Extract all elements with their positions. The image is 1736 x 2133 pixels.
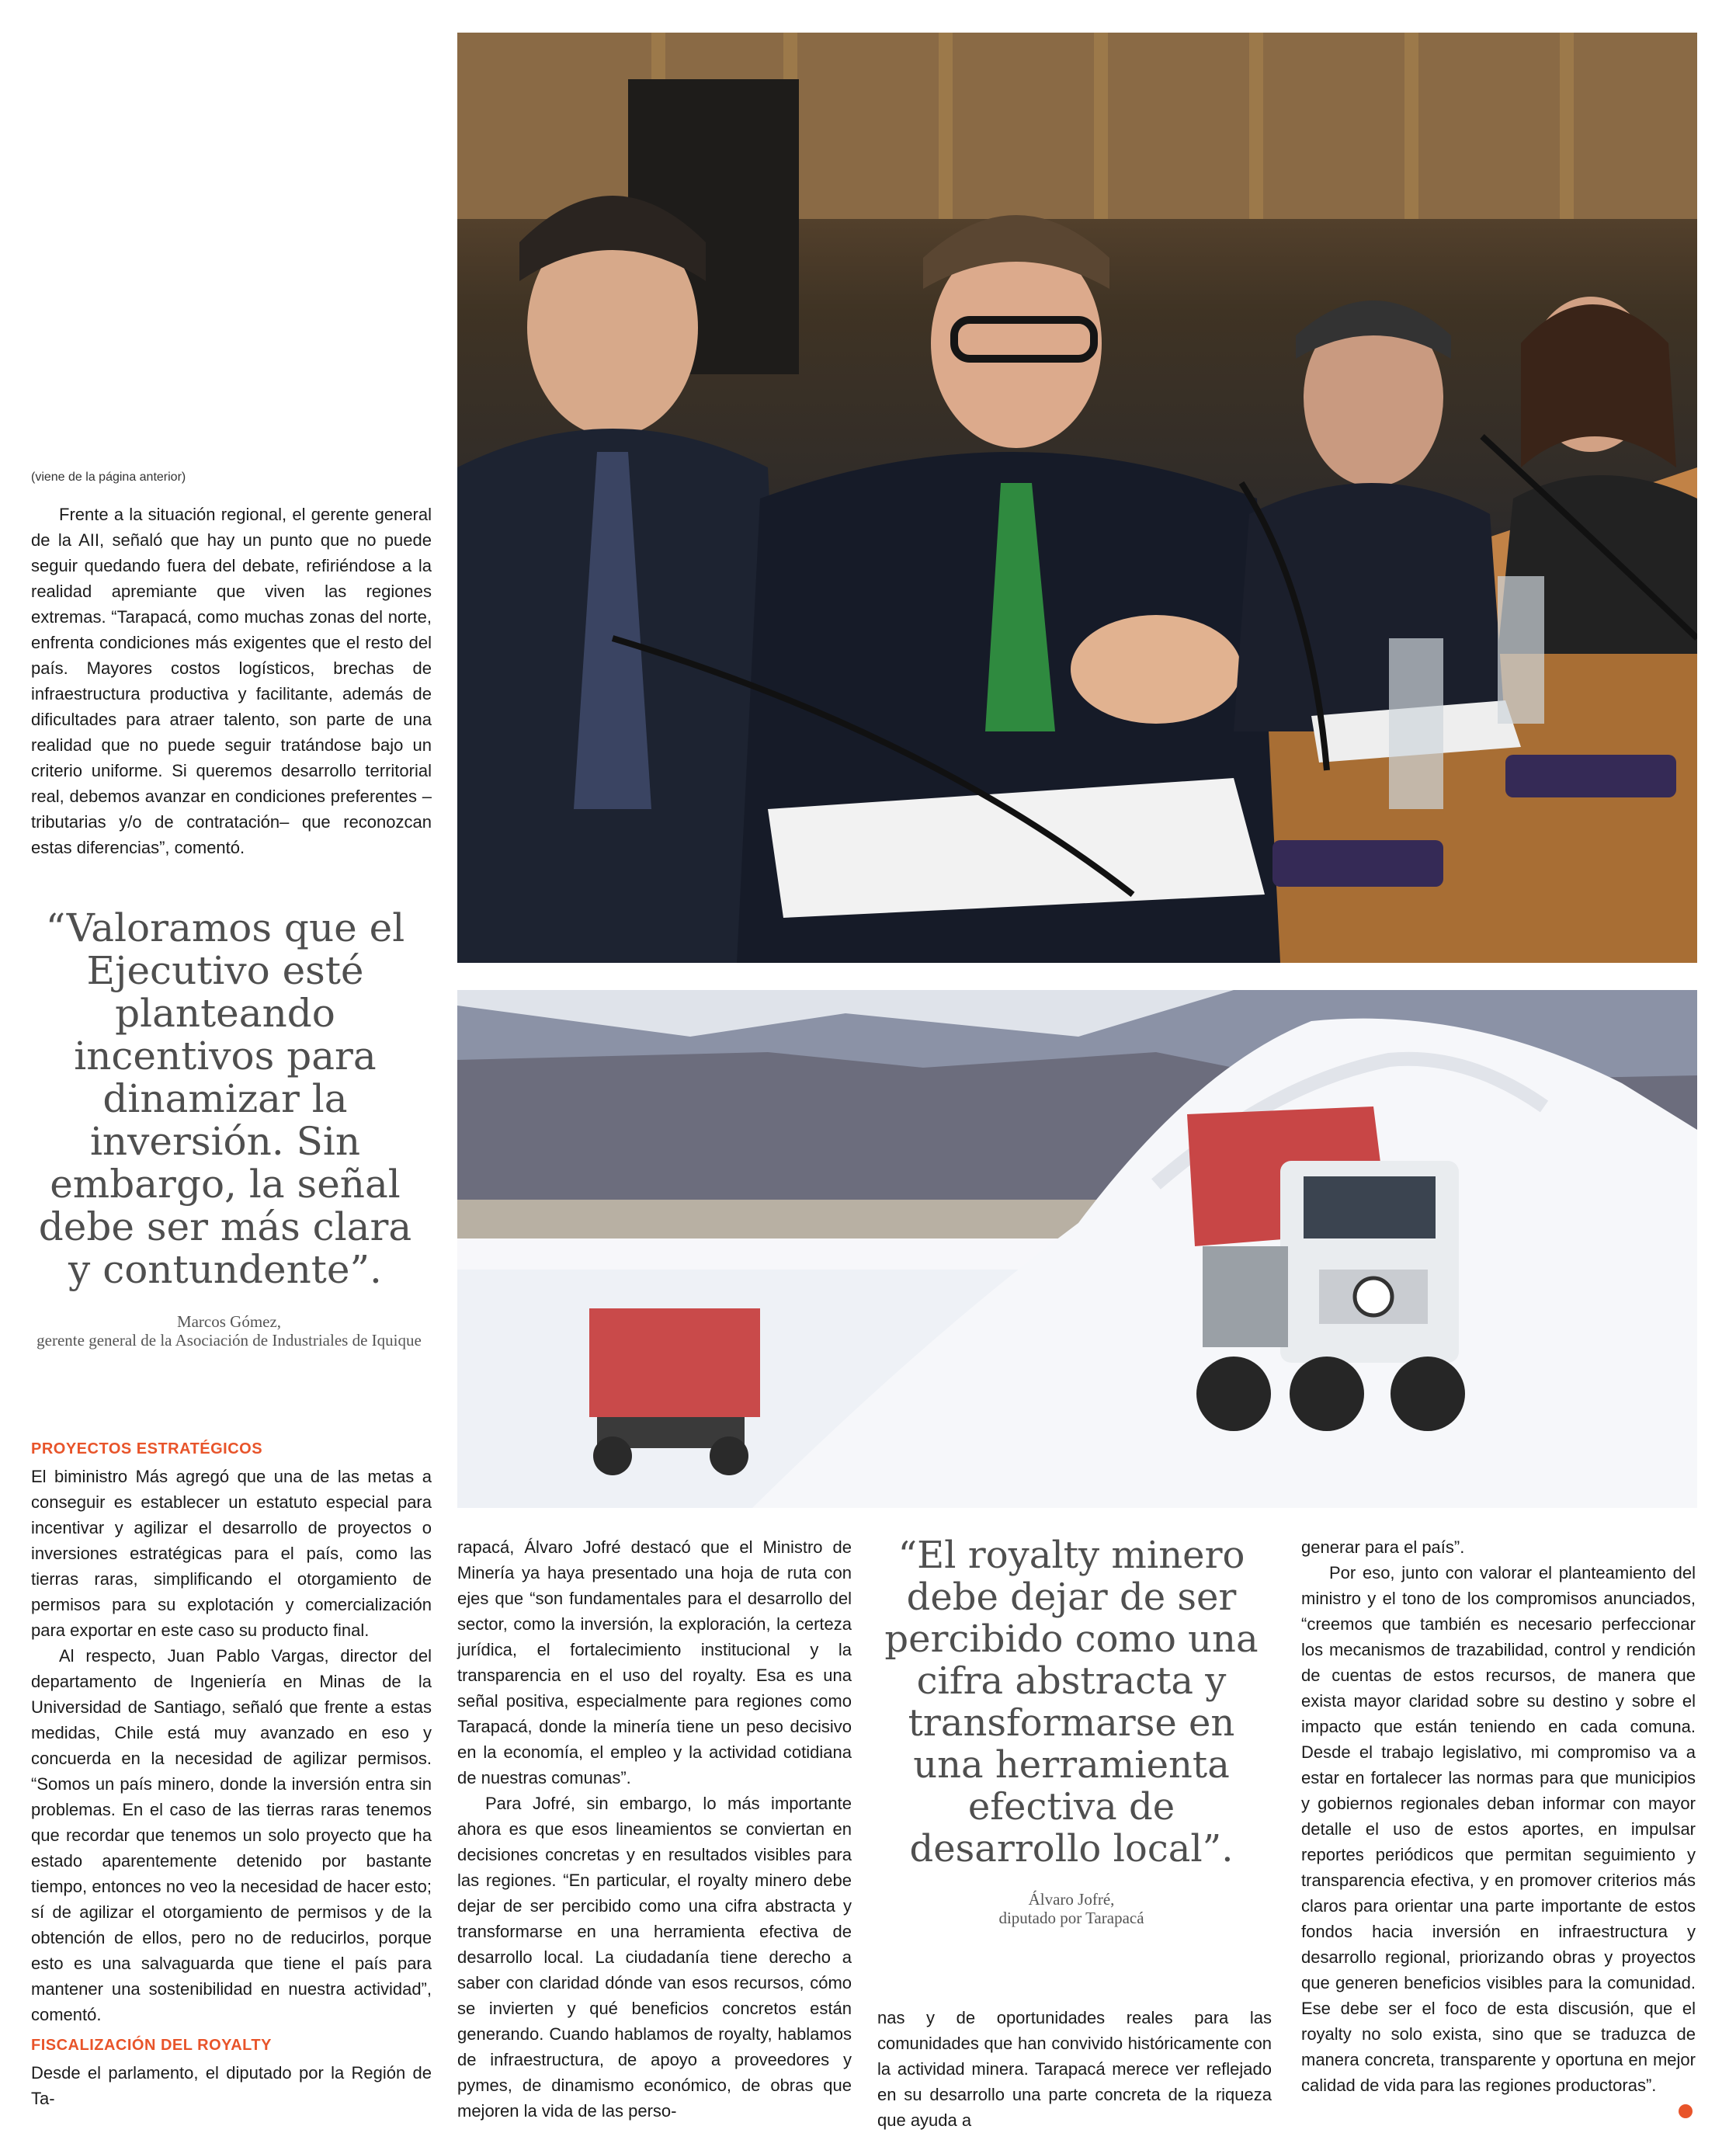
section-heading-fiscalizacion: FISCALIZACIÓN DEL ROYALTY — [31, 2037, 272, 2054]
continued-note: (viene de la página anterior) — [31, 471, 186, 484]
mining-trucks-illustration — [457, 990, 1697, 1508]
pull-quote-2-role: diputado por Tarapacá — [998, 1909, 1144, 1927]
section-2-first-line: Desde el parlamento, el diputado por la Región de Ta- — [31, 2063, 432, 2108]
middle-column — [457, 1534, 852, 2124]
third-column-bottom — [877, 2005, 1272, 2133]
pull-quote-1-name: Marcos Gómez, — [176, 1312, 282, 1331]
article-end-mark — [1679, 2104, 1693, 2118]
middle-paragraph-2: Para Jofré, sin embargo, lo más importante ahora es que esos lineamientos se conviertan en decisiones concretas y en resultados visibles para las regiones. “En particular, el royalty minero debe dejar de ser percibido como una cifra abstracta y transformarse en una herramienta efectiva de desarrollo local. La ciudadanía tiene derecho a saber con claridad dónde van esos recursos, cómo se invierten y qué beneficios concretos están generando. Cuando hablamos de royalty, hablamos de infraestructura, de apoyo a proveedores y pymes, de dinamismo económico, de obras que mejoren la vida de las perso- — [457, 1794, 852, 2121]
meeting-photo-illustration — [457, 33, 1697, 963]
section-1-paragraph-1: El biministro Más agregó que una de las metas a conseguir es establecer un estatuto especial para incentivar y agilizar el desarrollo de proyectos o inversiones estratégicas para el país, como las tierras raras, simplificando el otorgamiento de permisos para su explotación y comercialización para exportar en este caso su producto final. — [31, 1467, 432, 1640]
pull-quote-1-role: gerente general de la Asociación de Industriales de Iquique — [36, 1331, 422, 1350]
section-1-paragraph-2: Al respecto, Juan Pablo Vargas, director del departamento de Ingeniería en Minas de la Universidad de Santiago, señaló que frente a estas medidas, Chile está muy avanzado en eso y concuerda en la necesidad de agilizar permisos. “Somos un país minero, donde la inversión entra sin problemas. En el caso de las tierras raras tenemos que recordar que tenemos un solo proyecto que ha estado aparentemente detenido por bastante tiempo, entonces no veo la necesidad de hacer esto; sí de agilizar el otorgamiento de permisos y de la obtención de ellos, pero no de reducirlos, porque esto es una salvaguarda que tiene el país para mantener una sostenibilidad en nuestra actividad”, comentó. — [31, 1646, 432, 2024]
right-paragraph-2: Por eso, junto con valorar el planteamiento del ministro y el tono de los compromisos anunciados, “creemos que también es necesario perfeccionar los mecanismos de trazabilidad, control y rendición de cuentas de estos recursos, de manera que exista mayor claridad sobre su destino y sobre el impacto que están teniendo en cada comuna. Desde el trabajo legislativo, mi compromiso va a estar en fortalecer las normas para que municipios y gobiernos regionales deban informar con mayor detalle el uso de estos aportes, en impulsar reportes periódicos que permitan seguimiento y transparencia efectiva, y en promover criterios más claros para orientar una parte importante de estos fondos hacia inversión en infraestructura y desarrollo regional, priorizando obras y proyectos que generen beneficios visibles para la comunidad. Ese debe ser el foco de esta discusión, que el royalty no solo exista, sino que se traduzca de manera concreta, transparente y oportuna en mejor calidad de vida para las regiones productoras”. — [1301, 1563, 1696, 2095]
section-heading-proyectos: PROYECTOS ESTRATÉGICOS — [31, 1440, 263, 1457]
pull-quote-2: “El royalty minero debe dejar de ser percibido como una cifra abstracta y transformarse en una herramienta efectiva de desarrollo local”. — [884, 1534, 1259, 1871]
mining-trucks-photo — [457, 990, 1697, 1508]
intro-text — [31, 502, 432, 860]
intro-paragraph: Frente a la situación regional, el gerente general de la AII, señaló que hay un punto que no puede seguir quedando fuera del debate, refiriéndose a la realidad apremiante que viven las regiones extremas. “Tarapacá, como muchas zonas del norte, enfrenta condiciones más exigentes que el resto del país. Mayores costos logísticos, brechas de infraestructura productiva y facilitante, además de dificultades para atraer talento, son parte de una realidad que no puede seguir tratándose bajo un criterio uniforme. Si queremos desarrollo territorial real, debemos avanzar en condiciones preferentes –tributarias y/o de contratación– que reconozcan estas diferencias”, comentó. — [31, 505, 432, 857]
pull-quote-2-name: Álvaro Jofré, — [1028, 1890, 1115, 1909]
section-fiscalizacion — [31, 2033, 432, 2111]
third-column-text: nas y de oportunidades reales para las comunidades que han convivido históricamente con la actividad minera. Tarapacá merece ver reflejado en su desarrollo una parte concreta de la riqueza que ayuda a — [877, 2008, 1272, 2130]
section-proyectos — [31, 1436, 432, 2027]
pull-quote-1: “Valoramos que el Ejecutivo esté planteando incentivos para dinamizar la inversión. Sin embargo, la señal debe ser más clara y contundente”. — [38, 905, 412, 1292]
right-column — [1301, 1534, 1696, 2098]
right-paragraph-1: generar para el país”. — [1301, 1537, 1465, 1557]
middle-paragraph-1: rapacá, Álvaro Jofré destacó que el Ministro de Minería ya haya presentado una hoja de ruta con ejes que “son fundamentales para el desarrollo del sector, como la inversión, la exploración, la certeza jurídica, el fortalecimiento institucional y la transparencia en el uso del royalty. Esa es una señal positiva, especialmente para regiones como Tarapacá, donde la minería tiene un peso decisivo en la economía, el empleo y la actividad cotidiana de nuestras comunas”. — [457, 1537, 852, 1787]
meeting-photo — [457, 33, 1697, 963]
